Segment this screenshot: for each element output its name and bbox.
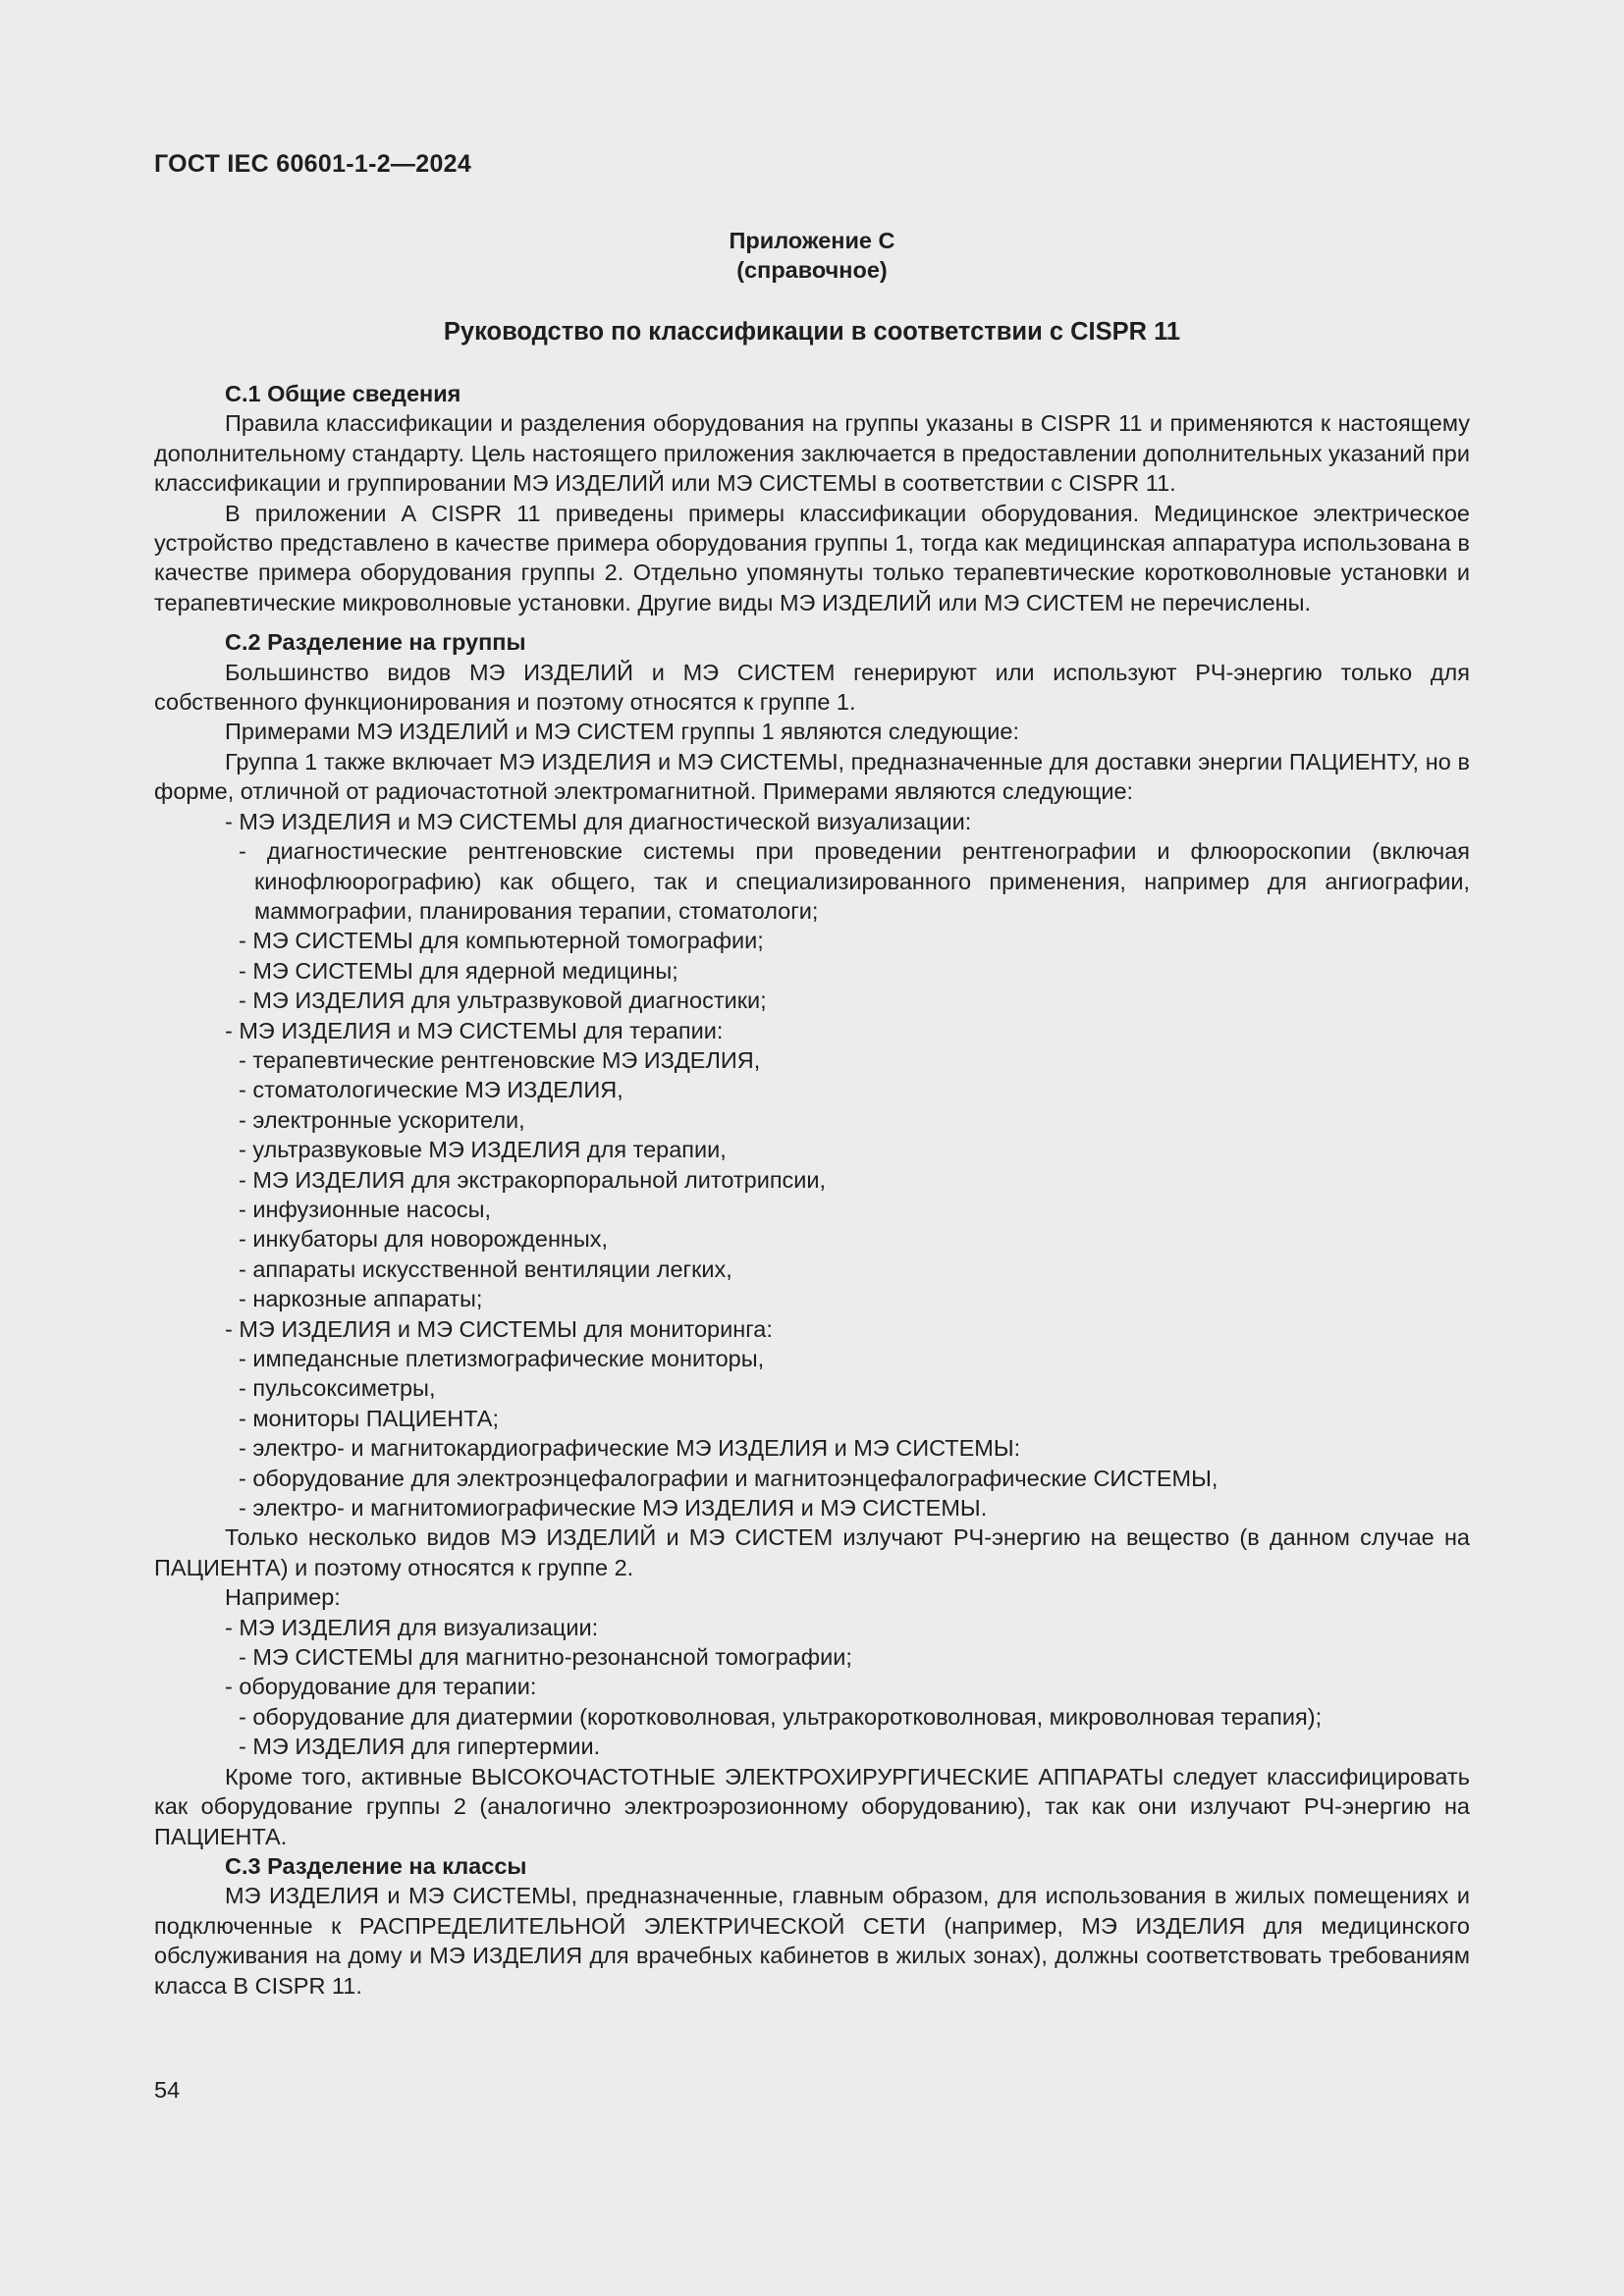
list-item: - МЭ ИЗДЕЛИЯ для гипертермии. [239, 1734, 601, 1760]
list-item: - электро- и магнитомиографические МЭ ИЗДЕЛИЯ и МЭ СИСТЕМЫ. [239, 1495, 988, 1522]
list-item: - МЭ СИСТЕМЫ для ядерной медицины; [239, 957, 678, 984]
paragraph: Группа 1 также включает МЭ ИЗДЕЛИЯ и МЭ СИСТЕМЫ, предназначенные для доставки энергии ПАЦИЕНТУ, но в форме, отличной от радиочастотной электромагнитной. Примерами являются следующие: [154, 748, 1470, 805]
list-heading: - МЭ ИЗДЕЛИЯ и МЭ СИСТЕМЫ для мониторинга: [225, 1315, 773, 1342]
paragraph: В приложении А CISPR 11 приведены примеры классификации оборудования. Медицинское электрическое устройство представлено в качестве примера оборудования группы 1, тогда как медицинская аппаратура использована в качестве примера оборудования группы 2. Отдельно упомянуты только терапевтические коротковолновые установки и терапевтические микроволновые установки. Другие виды МЭ ИЗДЕЛИЙ или МЭ СИСТЕМ не перечислены. [154, 500, 1470, 615]
list-item: - терапевтические рентгеновские МЭ ИЗДЕЛИЯ, [239, 1046, 761, 1073]
list-item: - стоматологические МЭ ИЗДЕЛИЯ, [239, 1077, 623, 1103]
paragraph: МЭ ИЗДЕЛИЯ и МЭ СИСТЕМЫ, предназначенные, главным образом, для использования в жилых помещениях и подключенные к РАСПРЕДЕЛИТЕЛЬНОЙ ЭЛЕКТРИЧЕСКОЙ СЕТИ (например, МЭ ИЗДЕЛИЯ для медицинского обслуживания на дому и МЭ ИЗДЕЛИЯ для врачебных кабинетов в жилых зонах), должны соответствовать требованиям класса В CISPR 11. [154, 1883, 1470, 1999]
list-heading: - оборудование для терапии: [225, 1674, 537, 1700]
annex-title: Руководство по классификации в соответствии с CISPR 11 [443, 318, 1181, 346]
annex-status: (справочное) [736, 257, 888, 283]
section-heading: С.1 Общие сведения [225, 381, 461, 406]
section-heading: С.3 Разделение на классы [225, 1852, 527, 1879]
list-item: - инкубаторы для новорожденных, [239, 1226, 609, 1253]
list-heading: - МЭ ИЗДЕЛИЯ и МЭ СИСТЕМЫ для диагностической визуализации: [225, 808, 972, 834]
group1-examples-list [154, 807, 1470, 1523]
page-number: 54 [154, 2077, 181, 2103]
list-item: - оборудование для электроэнцефалографии и магнитоэнцефалографические СИСТЕМЫ, [239, 1465, 1218, 1491]
list-item: - электро- и магнитокардиографические МЭ ИЗДЕЛИЯ и МЭ СИСТЕМЫ: [239, 1435, 1021, 1462]
paragraph: Большинство видов МЭ ИЗДЕЛИЙ и МЭ СИСТЕМ генерируют или используют РЧ-энергию только для собственного функционирования и поэтому относятся к группе 1. [154, 659, 1470, 716]
list-item: - электронные ускорители, [239, 1106, 525, 1133]
annex-heading [154, 226, 1470, 285]
list-item: - импедансные плетизмографические мониторы, [239, 1346, 765, 1371]
list-item: - МЭ ИЗДЕЛИЯ для ультразвуковой диагностики; [239, 988, 767, 1014]
paragraph: Только несколько видов МЭ ИЗДЕЛИЙ и МЭ СИСТЕМ излучают РЧ-энергию на вещество (в данном случае на ПАЦИЕНТА) и поэтому относятся к группе 2. [154, 1524, 1470, 1580]
paragraph: Правила классификации и разделения оборудования на группы указаны в CISPR 11 и применяются к настоящему дополнительному стандарту. Цель настоящего приложения заключается в предоставлении дополнительных указаний при классификации и группировании МЭ ИЗДЕЛИЙ или МЭ СИСТЕМЫ в соответствии с CISPR 11. [154, 410, 1470, 497]
list-item: - мониторы ПАЦИЕНТА; [239, 1405, 500, 1431]
list-heading: - МЭ ИЗДЕЛИЯ для визуализации: [225, 1614, 599, 1640]
list-item: - диагностические рентгеновские системы при проведении рентгенографии и флюороскопии (включая кинофлюорографию) как общего, так и специализированного применения, например для ангиографии, маммографии, планирования терапии, стоматологи; [239, 838, 1470, 924]
document-body [154, 379, 1470, 2001]
paragraph: Примерами МЭ ИЗДЕЛИЙ и МЭ СИСТЕМ группы 1 являются следующие: [225, 719, 1019, 745]
section-heading: С.2 Разделение на группы [225, 629, 526, 656]
group2-examples-list [154, 1613, 1470, 1762]
annex-label: Приложение С [729, 228, 895, 253]
list-item: - аппараты искусственной вентиляции легких, [239, 1255, 732, 1282]
list-item: - МЭ СИСТЕМЫ для магнитно-резонансной томографии; [239, 1644, 852, 1671]
list-item: - МЭ СИСТЕМЫ для компьютерной томографии; [239, 928, 764, 954]
list-item: - оборудование для диатермии (коротковолновая, ультракоротковолновая, микроволновая терапия); [239, 1703, 1323, 1730]
paragraph: Кроме того, активные ВЫСОКОЧАСТОТНЫЕ ЭЛЕКТРОХИРУРГИЧЕСКИЕ АППАРАТЫ следует классифицировать как оборудование группы 2 (аналогично электроэрозионному оборудованию), так как они излучают РЧ-энергию на ПАЦИЕНТА. [154, 1763, 1470, 1849]
list-item: - МЭ ИЗДЕЛИЯ для экстракорпоральной литотрипсии, [239, 1166, 827, 1193]
list-heading: - МЭ ИЗДЕЛИЯ и МЭ СИСТЕМЫ для терапии: [225, 1017, 724, 1043]
list-item: - инфузионные насосы, [239, 1196, 491, 1222]
list-item: - наркозные аппараты; [239, 1286, 483, 1312]
standard-code-header: ГОСТ IEC 60601-1-2—2024 [154, 150, 472, 178]
list-item: - ультразвуковые МЭ ИЗДЕЛИЯ для терапии, [239, 1137, 727, 1163]
paragraph: Например: [225, 1584, 341, 1611]
list-item: - пульсоксиметры, [239, 1375, 436, 1402]
